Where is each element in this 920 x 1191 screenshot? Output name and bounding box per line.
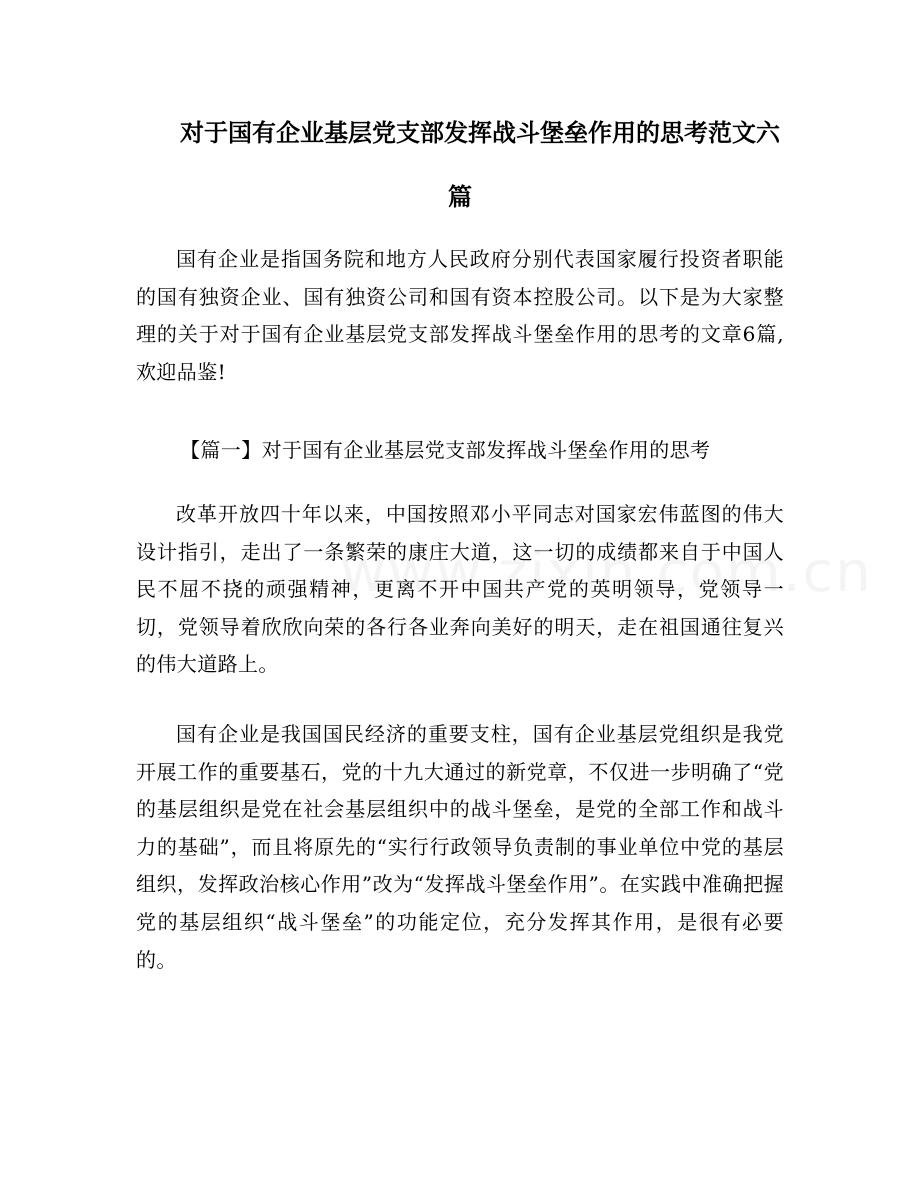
document-title-line-2: 篇: [448, 183, 472, 211]
document-title-line-1: 对于国有企业基层党支部发挥战斗堡垒作用的思考范文六: [180, 119, 780, 147]
section-heading: 【篇一】对于国有企业基层党支部发挥战斗堡垒作用的思考: [180, 438, 711, 462]
body-paragraph-2: 国有企业是我国国民经济的重要支柱，国有企业基层党组织是我党开展工作的重要基石，党的十九大通过的新党章，不仅进一步明确了“党的基层组织是党在社会基层组织中的战斗堡垒，是党的全部工作和战斗力的基础”，而且将原先的“实行行政领导负责制的事业单位中党的基层组织，发挥政治核心作用”改为“发挥战斗堡垒作用”。在实践中准确把握党的基层组织“战斗堡垒”的功能定位，充分发挥其作用，是很有必要的。: [136, 722, 784, 972]
body-paragraph-1: 改革开放四十年以来，中国按照邓小平同志对国家宏伟蓝图的伟大设计指引，走出了一条繁荣的康庄大道，这一切的成绩都来自于中国人民不屈不挠的顽强精神，更离不开中国共产党的英明领导，党领导一切，党领导着欣欣向荣的各行各业奔向美好的明天，走在祖国通往复兴的伟大道路上。: [136, 502, 784, 677]
intro-paragraph: 国有企业是指国务院和地方人民政府分别代表国家履行投资者职能的国有独资企业、国有独资公司和国有资本控股公司。以下是为大家整理的关于对于国有企业基层党支部发挥战斗堡垒作用的思考的文章6篇,欢迎品鉴!: [136, 247, 784, 384]
